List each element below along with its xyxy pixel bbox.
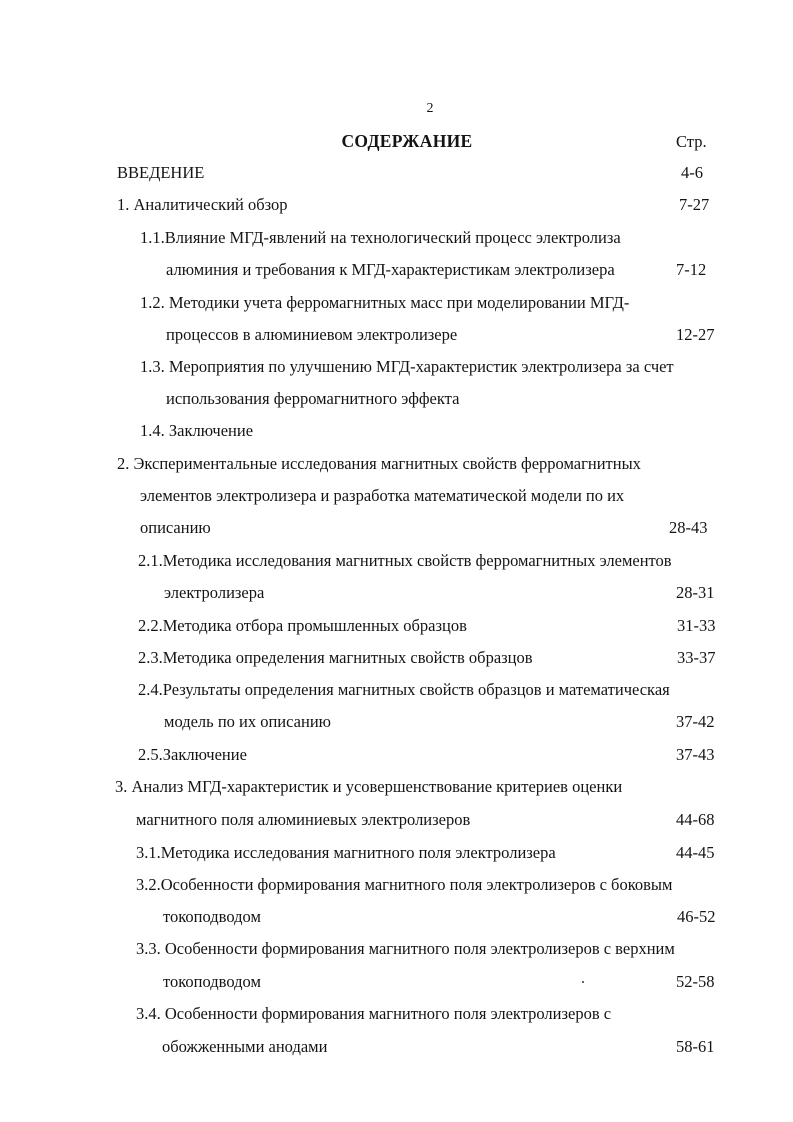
page-column-header: Стр. <box>676 132 707 151</box>
toc-entry-2-2: 2.2.Методика отбора промышленных образцов <box>138 616 467 635</box>
toc-pages-2-2: 31-33 <box>677 616 716 635</box>
toc-entry-2-3: 2.3.Методика определения магнитных свойств образцов <box>138 648 533 667</box>
toc-pages-3-4: 58-61 <box>676 1037 715 1056</box>
toc-pages-2-1: 28-31 <box>676 583 715 602</box>
toc-entry-chapter-3-cont: магнитного поля алюминиевых электролизеров <box>136 810 471 829</box>
toc-entry-1-2: 1.2. Методики учета ферромагнитных масс при моделировании МГД- <box>140 293 630 312</box>
toc-pages-1-2: 12-27 <box>676 325 715 344</box>
toc-entry-1-1-cont: алюминия и требования к МГД-характеристикам электролизера <box>166 260 615 279</box>
toc-pages-introduction: 4-6 <box>681 163 703 182</box>
toc-entry-3-2-cont: токоподводом <box>163 907 261 926</box>
toc-pages-chapter-2: 28-43 <box>669 518 708 537</box>
toc-pages-chapter-1: 7-27 <box>679 195 710 214</box>
toc-entry-1-4: 1.4. Заключение <box>140 421 254 440</box>
toc-entry-3-3-cont: токоподводом <box>163 972 261 991</box>
toc-pages-2-3: 33-37 <box>677 648 716 667</box>
toc-pages-2-4: 37-42 <box>676 712 715 731</box>
toc-entry-introduction: ВВЕДЕНИЕ <box>117 163 205 182</box>
toc-entry-chapter-3: 3. Анализ МГД-характеристик и усовершенствование критериев оценки <box>115 777 623 796</box>
toc-entry-3-4-cont: обожженными анодами <box>162 1037 328 1056</box>
toc-entry-3-4: 3.4. Особенности формирования магнитного поля электролизеров с <box>136 1004 612 1023</box>
page-title: СОДЕРЖАНИЕ <box>341 131 473 151</box>
toc-entry-2-4-cont: модель по их описанию <box>164 712 331 731</box>
toc-entry-2-5: 2.5.Заключение <box>138 745 247 764</box>
toc-entry-3-1: 3.1.Методика исследования магнитного поля электролизера <box>136 843 556 862</box>
scan-speck <box>582 981 584 983</box>
toc-entry-3-2: 3.2.Особенности формирования магнитного поля электролизеров с боковым <box>136 875 673 894</box>
toc-entry-1-3: 1.3. Мероприятия по улучшению МГД-характеристик электролизера за счет <box>140 357 674 376</box>
toc-entry-1-1: 1.1.Влияние МГД-явлений на технологический процесс электролиза <box>140 228 621 247</box>
toc-entry-chapter-1: 1. Аналитический обзор <box>117 195 288 214</box>
toc-pages-3-1: 44-45 <box>676 843 715 862</box>
toc-entry-3-3: 3.3. Особенности формирования магнитного поля электролизеров с верхним <box>136 939 675 958</box>
toc-pages-1-1: 7-12 <box>676 260 707 279</box>
toc-entry-1-2-cont: процессов в алюминиевом электролизере <box>166 325 458 344</box>
toc-pages-chapter-3: 44-68 <box>676 810 715 829</box>
toc-pages-2-5: 37-43 <box>676 745 715 764</box>
page-number: 2 <box>426 101 434 116</box>
toc-entry-chapter-2: 2. Экспериментальные исследования магнитных свойств ферромагнитных <box>117 454 641 473</box>
toc-pages-3-2: 46-52 <box>677 907 716 926</box>
toc-entry-chapter-2-cont-2: описанию <box>140 518 211 537</box>
toc-entry-2-1-cont: электролизера <box>164 583 265 602</box>
toc-entry-1-3-cont: использования ферромагнитного эффекта <box>166 389 460 408</box>
toc-entry-chapter-2-cont: элементов электролизера и разработка математической модели по их <box>140 486 625 505</box>
toc-entry-2-1: 2.1.Методика исследования магнитных свойств ферромагнитных элементов <box>138 551 672 570</box>
toc-pages-3-3: 52-58 <box>676 972 715 991</box>
toc-entry-2-4: 2.4.Результаты определения магнитных свойств образцов и математическая <box>138 680 670 699</box>
